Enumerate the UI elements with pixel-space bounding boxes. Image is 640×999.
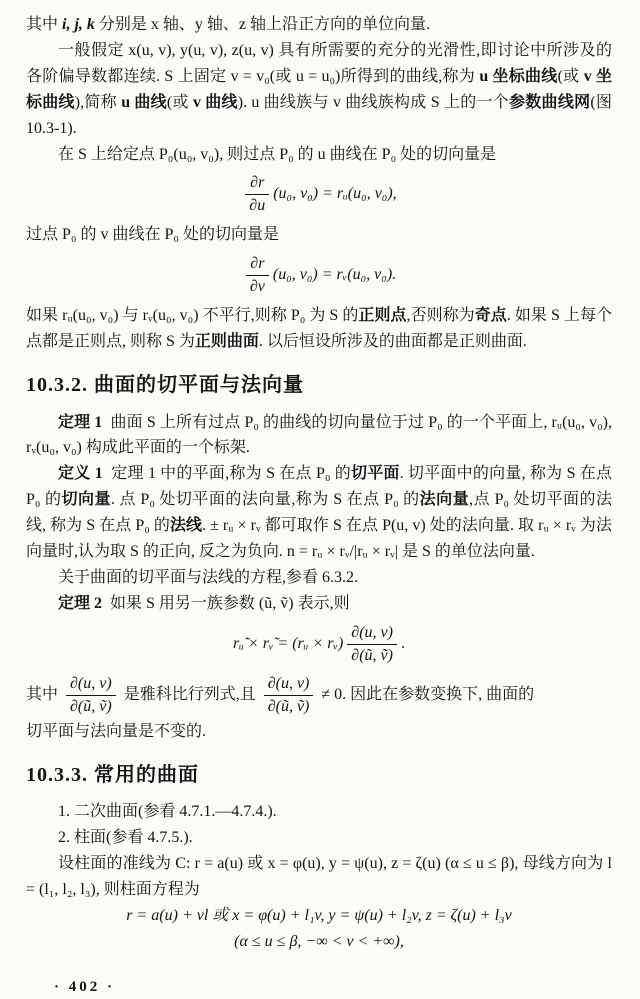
definition-1-paragraph — [26, 461, 612, 565]
unit-vectors-paragraph — [26, 12, 612, 38]
term-normal-line: 法线 — [169, 517, 203, 535]
jacobian-fraction — [347, 623, 397, 666]
text-run: 分别是 x 轴、y 轴、z 轴上沿正方向的单位向量. — [94, 16, 431, 33]
fraction-numerator: ∂r — [245, 173, 269, 195]
tangent-v-paragraph: 过点 P₀ 的 v 曲线在 P₀ 处的切向量是 — [26, 226, 279, 244]
smoothness-paragraph — [26, 38, 612, 142]
fraction-denominator: ∂v — [249, 278, 265, 296]
text-run: . ± rᵤ × rᵥ 都可取作 S 在点 P(u, v) 处的法向量. 取 rᵤ × rᵥ 为法向量时,认为取 S 的正向, 反之为负向. n = rᵤ × rᵥ/|rᵤ × rᵥ| 是 S 的单位法向量. — [26, 517, 612, 561]
text-run: 定理 1 中的平面,称为 S 在点 P₀ 的 — [111, 465, 351, 483]
text-run: 一般假定 x(u, v), y(u, v), z(u, v) 具有所需要的充分的光滑性,即讨论中所涉及的各阶偏导数都连续. S 上固定 v = v₀(或 u = u₀)所得到的曲线,称为 — [26, 41, 612, 85]
theorem-1-paragraph — [26, 410, 612, 462]
text-run: ),简称 — [74, 93, 122, 111]
text-run: ,否则称为 — [406, 307, 475, 325]
term-tangent-plane: 切平面 — [350, 465, 400, 483]
partial-fraction — [246, 254, 269, 297]
term-u-coordinate-curve: u 坐标曲线 — [479, 67, 558, 85]
text-run: 如果 rᵤ(u₀, v₀) 与 rᵥ(u₀, v₀) 不平行,则称 P₀ 为 S 的 — [26, 307, 359, 325]
tangent-u-formula — [26, 171, 612, 218]
fraction-numerator: ∂r — [246, 254, 269, 276]
fraction-denominator: ∂u — [249, 197, 266, 215]
vector-symbols: i, j, k — [62, 16, 95, 33]
fraction-numerator: ∂(u, v) — [66, 674, 116, 696]
text-run: 是雅科比行列式,且 — [119, 685, 260, 703]
text-run: . 以后恒设所涉及的曲面都是正则曲面. — [258, 333, 527, 351]
theorem-2-text: 如果 S 用另一族参数 (ũ, ṽ) 表示,则 — [110, 594, 350, 612]
text-run: (或 — [166, 93, 193, 111]
fraction-numerator: ∂(u, v) — [347, 623, 397, 645]
cylinder-equation-line2: (α ≤ u ≤ β, −∞ < v < +∞), — [234, 932, 404, 950]
partial-fraction — [245, 173, 269, 216]
jacobian-fraction-inline — [264, 674, 314, 717]
text-run: . 切平面中的向量, 称为 S 在点 P₀ 的 — [26, 465, 612, 509]
jacobian-fraction-inline — [66, 674, 116, 717]
term-v-coordinate-curve: v 坐标曲线 — [26, 67, 612, 111]
text-run: ≠ 0. 因此在参数变换下, 曲面的 — [317, 685, 535, 703]
text-run: . 如果 S 上每个点都是正则点, 则称 S 为 — [26, 307, 612, 351]
regular-point-paragraph — [26, 303, 612, 355]
cylinder-directrix-paragraph: 设柱面的准线为 C: r = a(u) 或 x = φ(u), y = ψ(u), z = ζ(u) (α ≤ u ≤ β), 母线方向为 l = (l₁, l₂, l₃), 则柱面方程为 — [26, 854, 612, 898]
formula-body: (u₀, v₀) = rᵥ(u₀, v₀). — [272, 266, 397, 284]
section-heading-10-3-3: 10.3.3. 常用的曲面 — [26, 763, 199, 786]
fraction-denominator: ∂(ũ, ṽ) — [351, 646, 393, 664]
theorem-1-label: 定理 1 — [58, 413, 103, 431]
cylinder-equation-line1: r = a(u) + vl 或 x = φ(u) + l₁v, y = ψ(u) + l₂v, z = ζ(u) + l₃v — [126, 906, 512, 924]
fraction-numerator: ∂(u, v) — [264, 674, 314, 696]
reparameterization-formula — [26, 621, 612, 668]
text-run: 其中 — [26, 16, 63, 33]
formula-period: . — [400, 634, 405, 652]
text-run: . 点 P₀ 处切平面的法向量,称为 S 在点 P₀ 的 — [110, 491, 420, 509]
jacobian-paragraph — [26, 672, 612, 719]
theorem-2-paragraph — [26, 591, 612, 617]
reference-paragraph: 关于曲面的切平面与法线的方程,参看 6.3.2. — [58, 568, 359, 586]
term-v-curve: v 曲线 — [193, 93, 238, 111]
text-run: ,点 P₀ 处切平面的法线, 称为 S 在点 P₀ 的 — [26, 491, 612, 535]
text-run: 其中 — [26, 685, 63, 703]
term-u-curve: u 曲线 — [121, 93, 167, 111]
theorem-1-text: 曲面 S 上所有过点 P₀ 的曲线的切向量位于过 P₀ 的一个平面上, rᵤ(u₀, v₀), rᵥ(u₀, v₀) 构成此平面的一个标架. — [26, 413, 612, 457]
fraction-denominator: ∂(ũ, ṽ) — [267, 697, 310, 715]
list-item-cylinder-surface: 2. 柱面(参看 4.7.5.). — [58, 829, 193, 846]
theorem-2-label: 定理 2 — [58, 594, 103, 612]
text-run: ). u 曲线族与 v 曲线族构成 S 上的一个 — [237, 93, 510, 111]
formula-lhs: rᵤ̃ × rᵥ̃ = (rᵤ × rᵥ) — [233, 634, 344, 652]
term-singular-point: 奇点 — [474, 307, 507, 325]
text-run: (或 — [557, 67, 584, 85]
text-run: (图 10.3-1). — [26, 93, 612, 137]
definition-1-label: 定义 1 — [58, 465, 103, 483]
term-regular-surface: 正则曲面 — [194, 333, 259, 351]
given-point-paragraph: 在 S 上给定点 P₀(u₀, v₀), 则过点 P₀ 的 u 曲线在 P₀ 处的切向量是 — [58, 145, 497, 163]
formula-body: (u₀, v₀) = rᵤ(u₀, v₀), — [273, 185, 397, 203]
jacobian-continuation-paragraph: 切平面与法向量是不变的. — [26, 722, 207, 740]
tangent-v-formula — [26, 252, 612, 299]
term-normal-vector: 法向量 — [419, 491, 470, 509]
cylinder-equation-formula — [26, 903, 612, 955]
list-item-quadric-surface: 1. 二次曲面(参看 4.7.1.—4.7.4.). — [58, 803, 277, 821]
page-number: · 402 · — [54, 978, 116, 995]
term-regular-point: 正则点 — [358, 307, 407, 325]
term-parametric-curve-net: 参数曲线网 — [509, 93, 591, 111]
section-heading-10-3-2: 10.3.2. 曲面的切平面与法向量 — [26, 374, 304, 397]
fraction-denominator: ∂(ũ, ṽ) — [70, 697, 112, 715]
term-tangent-vector: 切向量 — [61, 491, 111, 509]
